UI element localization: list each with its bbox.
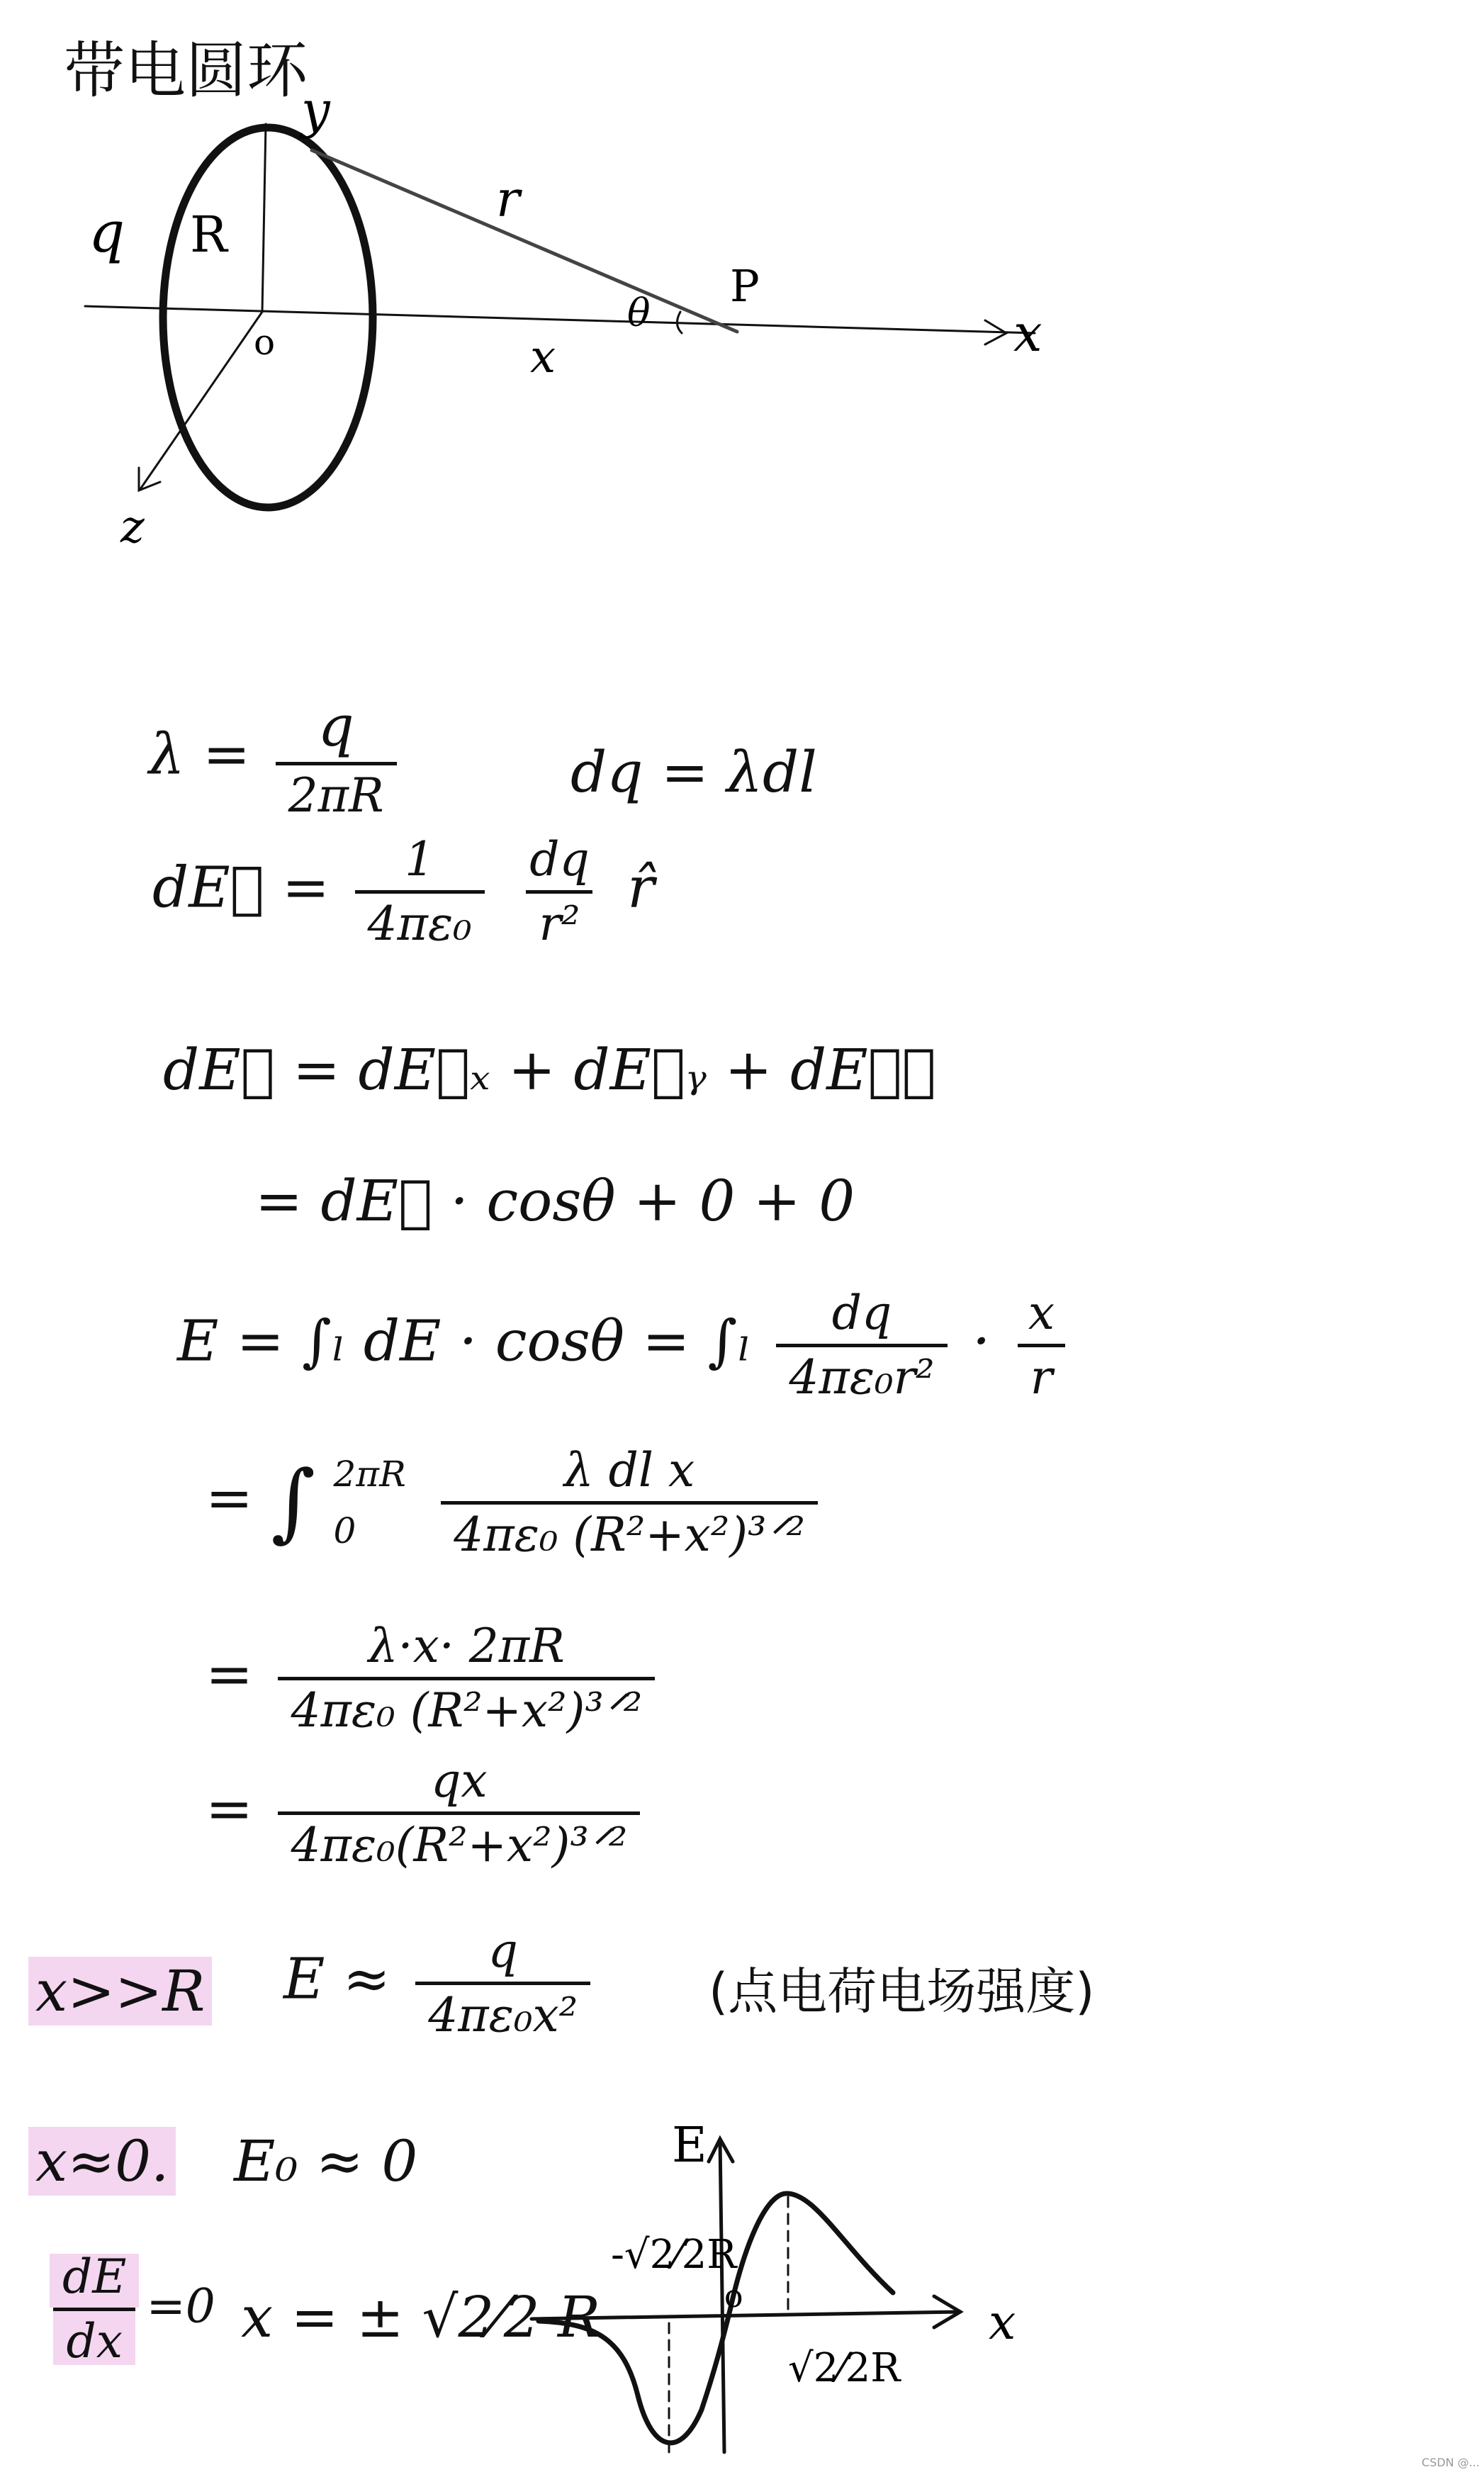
integral-sign: ∫ <box>271 1453 315 1551</box>
far-field-note: (点电荷电场强度) <box>709 1962 1095 2021</box>
dE-charge-numerator: dq <box>529 832 590 887</box>
far-field-cond: x>>R <box>28 1957 212 2026</box>
page-title: 带电圆环 <box>64 35 308 106</box>
far-field-numerator: q <box>488 1923 518 1978</box>
lambda-lhs: λ = <box>149 721 251 787</box>
graph-x-label: x <box>989 2295 1016 2351</box>
step3-numerator: qx <box>431 1753 488 1808</box>
near-field-cond: x≈0. <box>28 2127 176 2196</box>
graph-x-axis <box>532 2312 960 2319</box>
E-integral-numerator-1: dq <box>831 1286 892 1340</box>
graph-origin-label: o <box>724 2279 743 2315</box>
y-axis-label: y <box>301 80 330 140</box>
charge-label: q <box>89 199 125 265</box>
E-integral-dot: · <box>972 1308 991 1374</box>
x-distance-label: x <box>530 331 556 383</box>
step3-denominator: 4πε₀(R²+x²)³ᐟ² <box>278 1811 640 1869</box>
extremum-result: x = ± √2⁄2 R <box>241 2284 601 2350</box>
definite-integral-numerator: λ dl x <box>563 1442 695 1498</box>
dE-charge-denominator: r² <box>526 890 592 948</box>
far-field-lhs: E ≈ <box>283 1945 390 2012</box>
unit-vector-r: r̂ <box>627 854 655 921</box>
x-axis-label: x <box>1013 303 1042 363</box>
step2-numerator: λ·x· 2πR <box>368 1619 565 1673</box>
derivative-equals-zero: =0 <box>146 2279 215 2334</box>
z-axis-label: z <box>120 501 145 554</box>
near-field-result: E₀ ≈ 0 <box>234 2128 418 2194</box>
step2-eq: = <box>206 1641 254 1707</box>
origin-label: o <box>254 322 276 363</box>
point-label: P <box>730 260 760 312</box>
definite-integral-denominator: 4πε₀ (R²+x²)³ᐟ² <box>441 1501 818 1558</box>
dE-coefficient-denominator: 4πε₀ <box>355 890 485 948</box>
angle-label: θ <box>627 291 651 335</box>
integral-lower-limit: 0 <box>333 1510 356 1551</box>
distance-label: r <box>496 170 520 228</box>
watermark: CSDN @... <box>1422 2456 1480 2469</box>
derivative-denominator: dx <box>53 2308 135 2365</box>
dE-lhs: dE⃗ = <box>152 854 330 921</box>
far-field-denominator: 4πε₀x² <box>415 1982 590 2039</box>
graph-y-label: E <box>672 2118 707 2174</box>
E-integral-denominator-2: r <box>1018 1344 1066 1401</box>
step2-denominator: 4πε₀ (R²+x²)³ᐟ² <box>278 1677 655 1734</box>
graph-neg-peak-label: -√2⁄2R <box>611 2232 737 2278</box>
E-integral-denominator-1: 4πε₀r² <box>776 1344 947 1401</box>
E-integral-lhs: E = ∫ₗ dE · cosθ = ∫ₗ <box>177 1308 751 1374</box>
lambda-denominator: 2πR <box>276 762 397 819</box>
dE-cos-equation: = dE⃗ · cosθ + 0 + 0 <box>255 1168 855 1234</box>
dE-coefficient-numerator: 1 <box>405 832 435 887</box>
step3-eq: = <box>206 1775 254 1842</box>
definite-integral-eq: = <box>206 1465 254 1531</box>
radius-label: R <box>190 206 227 264</box>
graph-pos-peak-label: √2⁄2R <box>788 2345 901 2391</box>
lambda-numerator: q <box>317 693 354 759</box>
integral-upper-limit: 2πR <box>333 1454 406 1495</box>
E-integral-numerator-2: x <box>1028 1286 1055 1340</box>
dE-components-equation: dE⃗ = dE⃗ₓ + dE⃗ᵧ + dE⃗𝓏 <box>163 1037 936 1103</box>
dq-equation: dq = λdl <box>570 739 817 805</box>
derivative-numerator: dE <box>50 2254 139 2308</box>
